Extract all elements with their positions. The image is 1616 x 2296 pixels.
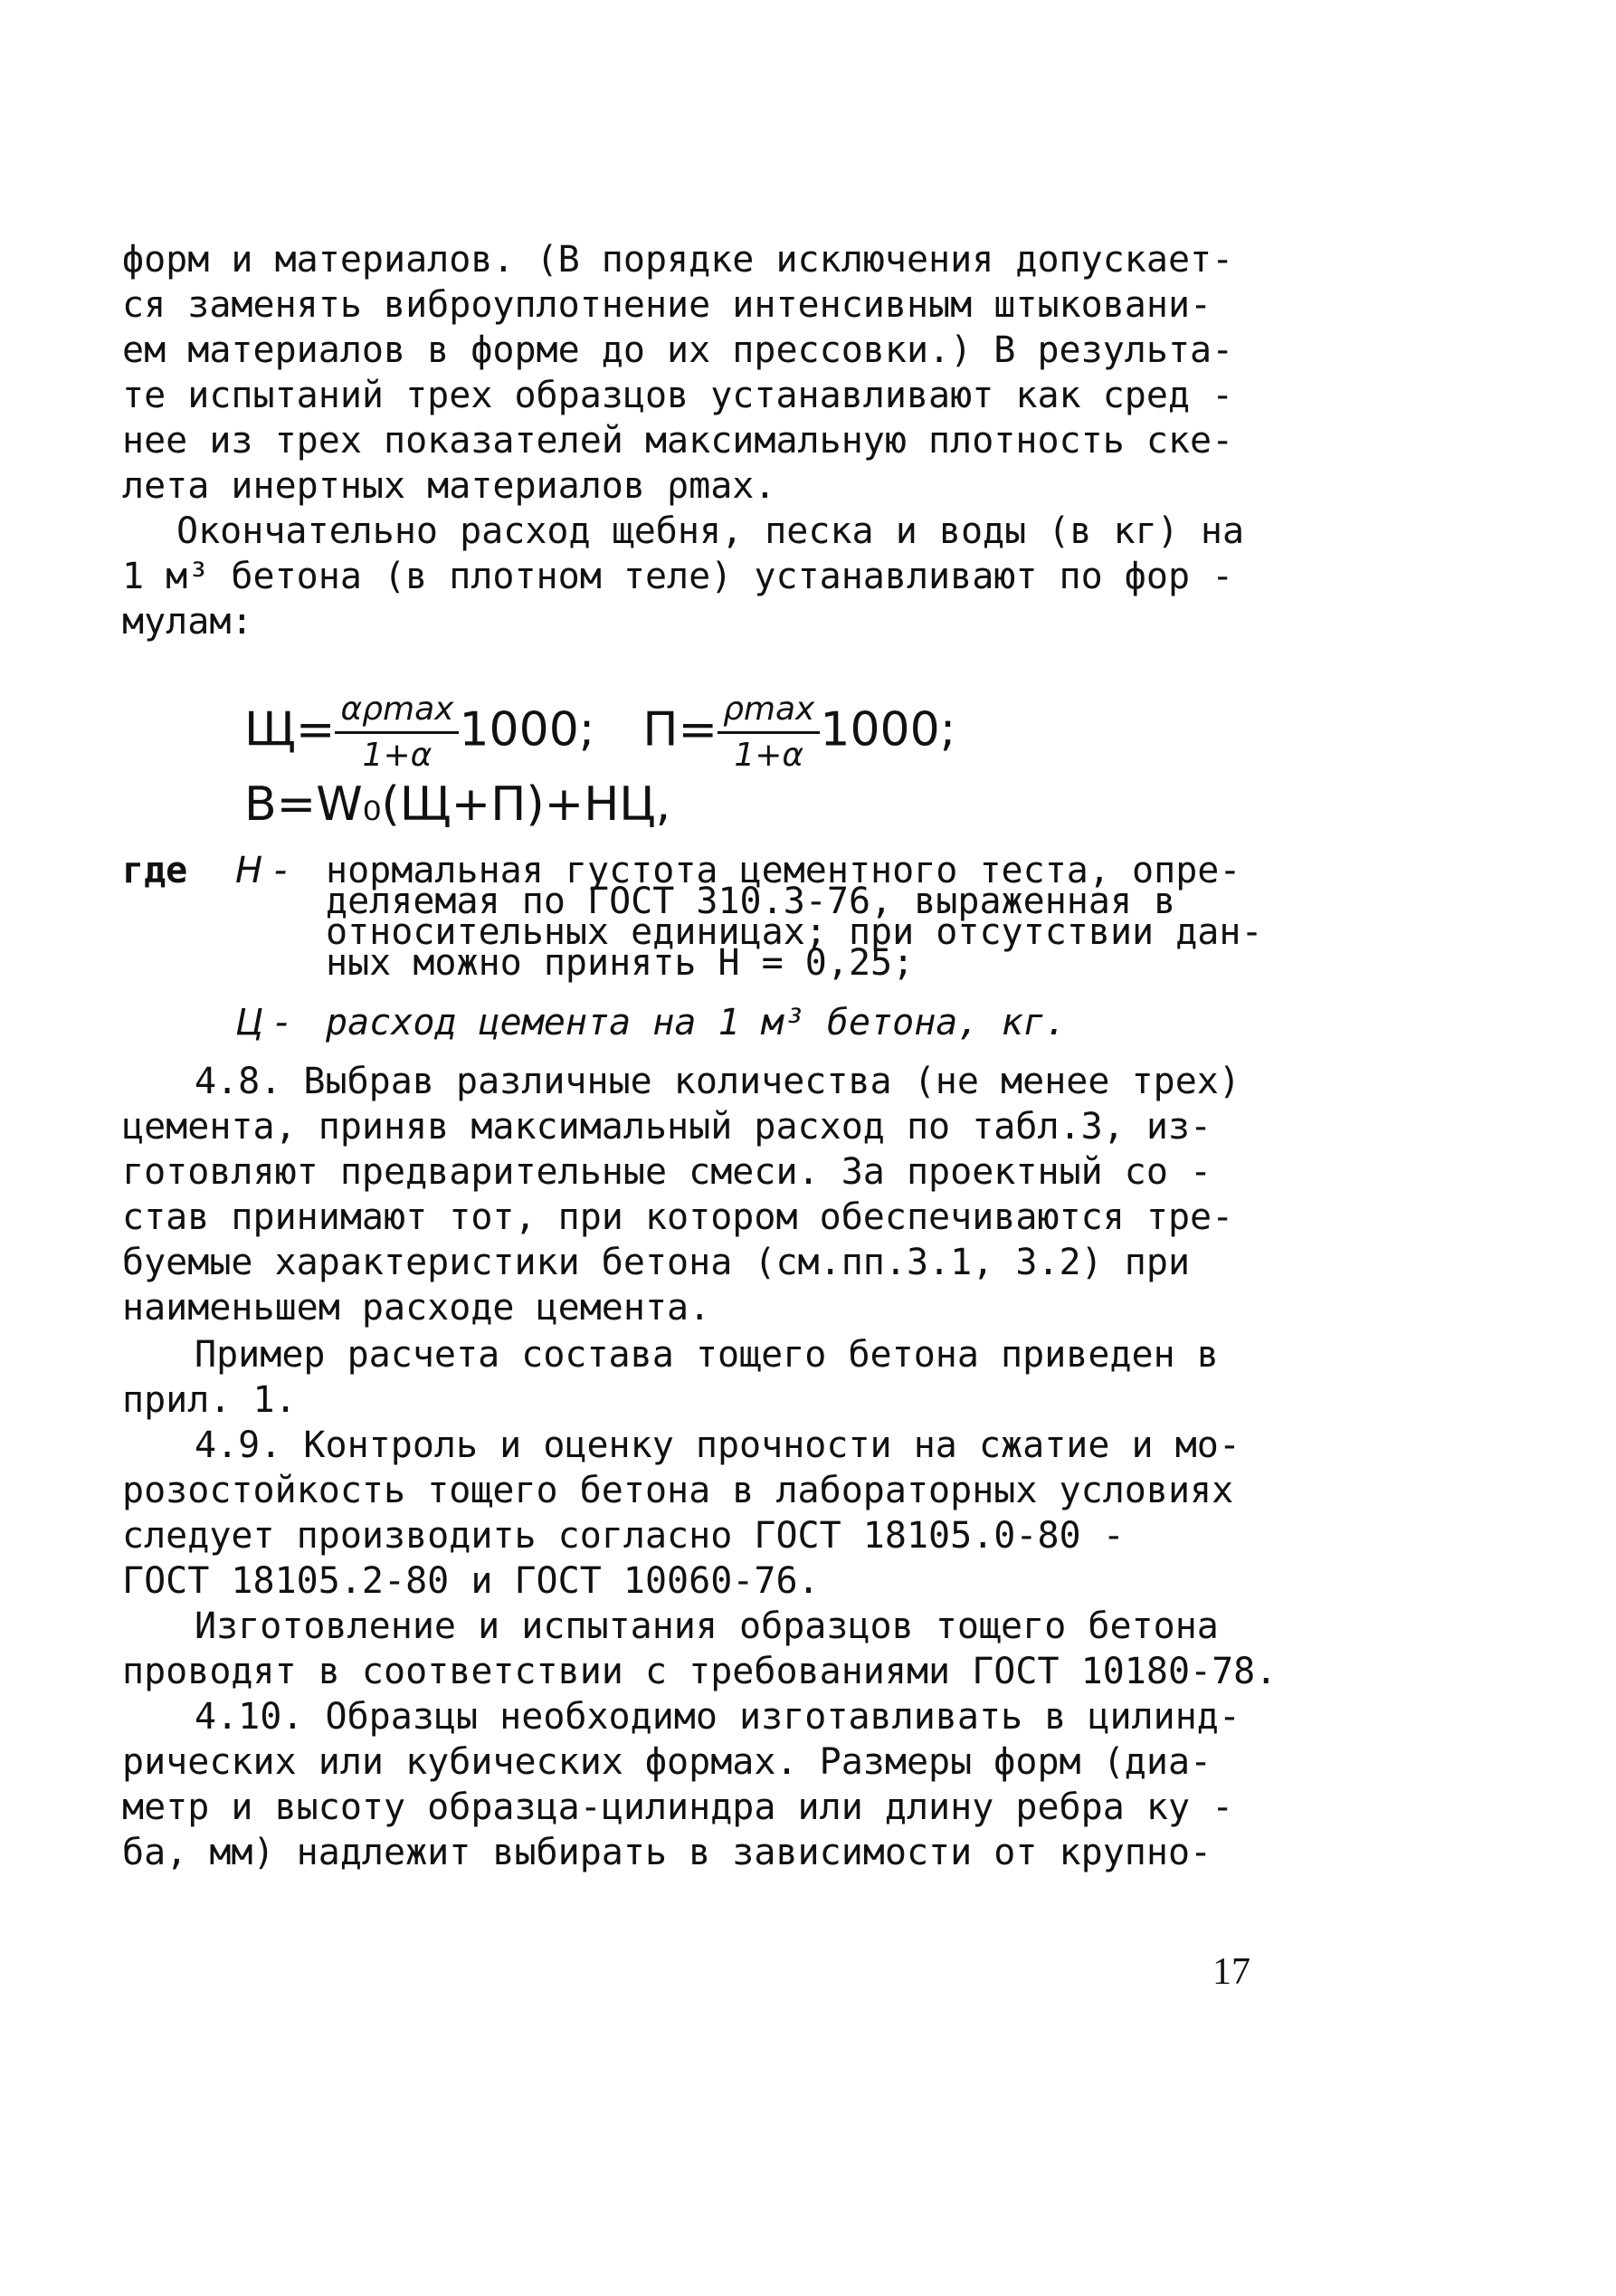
text-line: 1 м³ бетона (в плотном теле) устанавливают по фор - [122, 556, 1234, 597]
text-line: нее из трех показателей максимальную плотность ске- [122, 420, 1234, 462]
formula-block: Щ= $\frac{\alpha\rho\max}{1+\alpha}$ 1000; П= $\frac{\rho\max}{1+\alpha}$ 1000; В=W₀(Щ+П)+НЦ, [244, 688, 1194, 805]
paragraph-compaction [122, 237, 1280, 509]
text-line: ся заменять виброуплотнение интенсивным штыковани- [122, 284, 1212, 326]
paragraph-4-8 [122, 1059, 1280, 1330]
text-line: деляемая по ГОСТ 310.3-76, выраженная в [326, 881, 1176, 922]
text-line: рических или кубических формах. Размеры форм (диа- [122, 1741, 1212, 1783]
formula-sch-fraction [335, 688, 459, 777]
formula-p-lhs: П [642, 702, 679, 757]
text-line: расход цемента на 1 м³ бетона, кг. [326, 1002, 1067, 1043]
text-line: Пример расчета состава тощего бетона приведен в [195, 1334, 1219, 1376]
definition-n [326, 850, 1267, 984]
text-line: наименьшем расходе цемента. [122, 1287, 711, 1329]
text-line: цемента, приняв максимальный расход по табл.3, из- [122, 1106, 1212, 1148]
text-line: метр и высоту образца-цилиндра или длину ребра ку - [122, 1786, 1234, 1828]
where-label: где [122, 850, 188, 891]
text-line: проводят в соответствии с требованиями ГОСТ 10180-78. [122, 1651, 1278, 1692]
text-line: те испытаний трех образцов устанавливают как сред - [122, 375, 1234, 416]
formula-p-fraction [718, 688, 820, 777]
text-line: ем материалов в форме до их прессовки.) В результа- [122, 329, 1234, 371]
formula-b-expression: В=W₀(Щ+П)+НЦ, [244, 777, 671, 832]
definition-c [326, 1002, 1267, 1043]
paragraph-4-9 [122, 1423, 1280, 1604]
formula-sch-mult: 1000; [459, 702, 595, 757]
text-line: относительных единицах; при отсутствии дан- [326, 911, 1263, 953]
symbol-n: Н - [235, 850, 288, 891]
formula-p-mult: 1000; [820, 702, 956, 757]
text-line: 4.9. Контроль и оценку прочности на сжатие и мо- [195, 1424, 1241, 1466]
text-line: 4.10. Образцы необходимо изготавливать в цилинд- [195, 1696, 1241, 1738]
text-line: розостойкость тощего бетона в лабораторных условиях [122, 1470, 1234, 1511]
page-number: 17 [1212, 1951, 1250, 1993]
formula-p-numerator: ρmax [718, 688, 820, 734]
text-line: мулам: [122, 601, 253, 643]
formula-sch-numerator: αρmax [335, 688, 459, 734]
text-line: Окончательно расход щебня, песка и воды (в кг) на [176, 510, 1245, 552]
paragraph-final-consumption [122, 509, 1280, 644]
formula-sch-lhs: Щ [244, 702, 296, 757]
text-line: ных можно принять Н = 0,25; [326, 942, 915, 984]
formula-p-denominator: 1+α [734, 737, 804, 774]
text-line: лета инертных материалов ρmax. [122, 465, 776, 507]
paragraph-example [122, 1332, 1280, 1423]
text-line: буемые характеристики бетона (см.пп.3.1, 3.2) при [122, 1242, 1191, 1283]
text-line: следует производить согласно ГОСТ 18105.0-80 - [122, 1515, 1125, 1557]
text-line: став принимают тот, при котором обеспечиваются тре- [122, 1196, 1234, 1238]
text-line: форм и материалов. (В порядке исключения допускает- [122, 239, 1234, 281]
text-line: 4.8. Выбрав различные количества (не менее трех) [195, 1061, 1241, 1102]
text-line: нормальная густота цементного теста, опре- [326, 850, 1241, 891]
text-line: ба, мм) надлежит выбирать в зависимости от крупно- [122, 1832, 1212, 1873]
text-line: готовляют предварительные смеси. За проектный со - [122, 1151, 1212, 1193]
text-line: ГОСТ 18105.2-80 и ГОСТ 10060-76. [122, 1560, 820, 1602]
paragraph-making-samples [122, 1604, 1280, 1694]
formula-sch-denominator: 1+α [362, 737, 433, 774]
text-line: прил. 1. [122, 1379, 297, 1421]
paragraph-4-10 [122, 1694, 1280, 1875]
symbol-c: Ц - [235, 1002, 289, 1043]
text-line: Изготовление и испытания образцов тощего бетона [195, 1605, 1219, 1647]
